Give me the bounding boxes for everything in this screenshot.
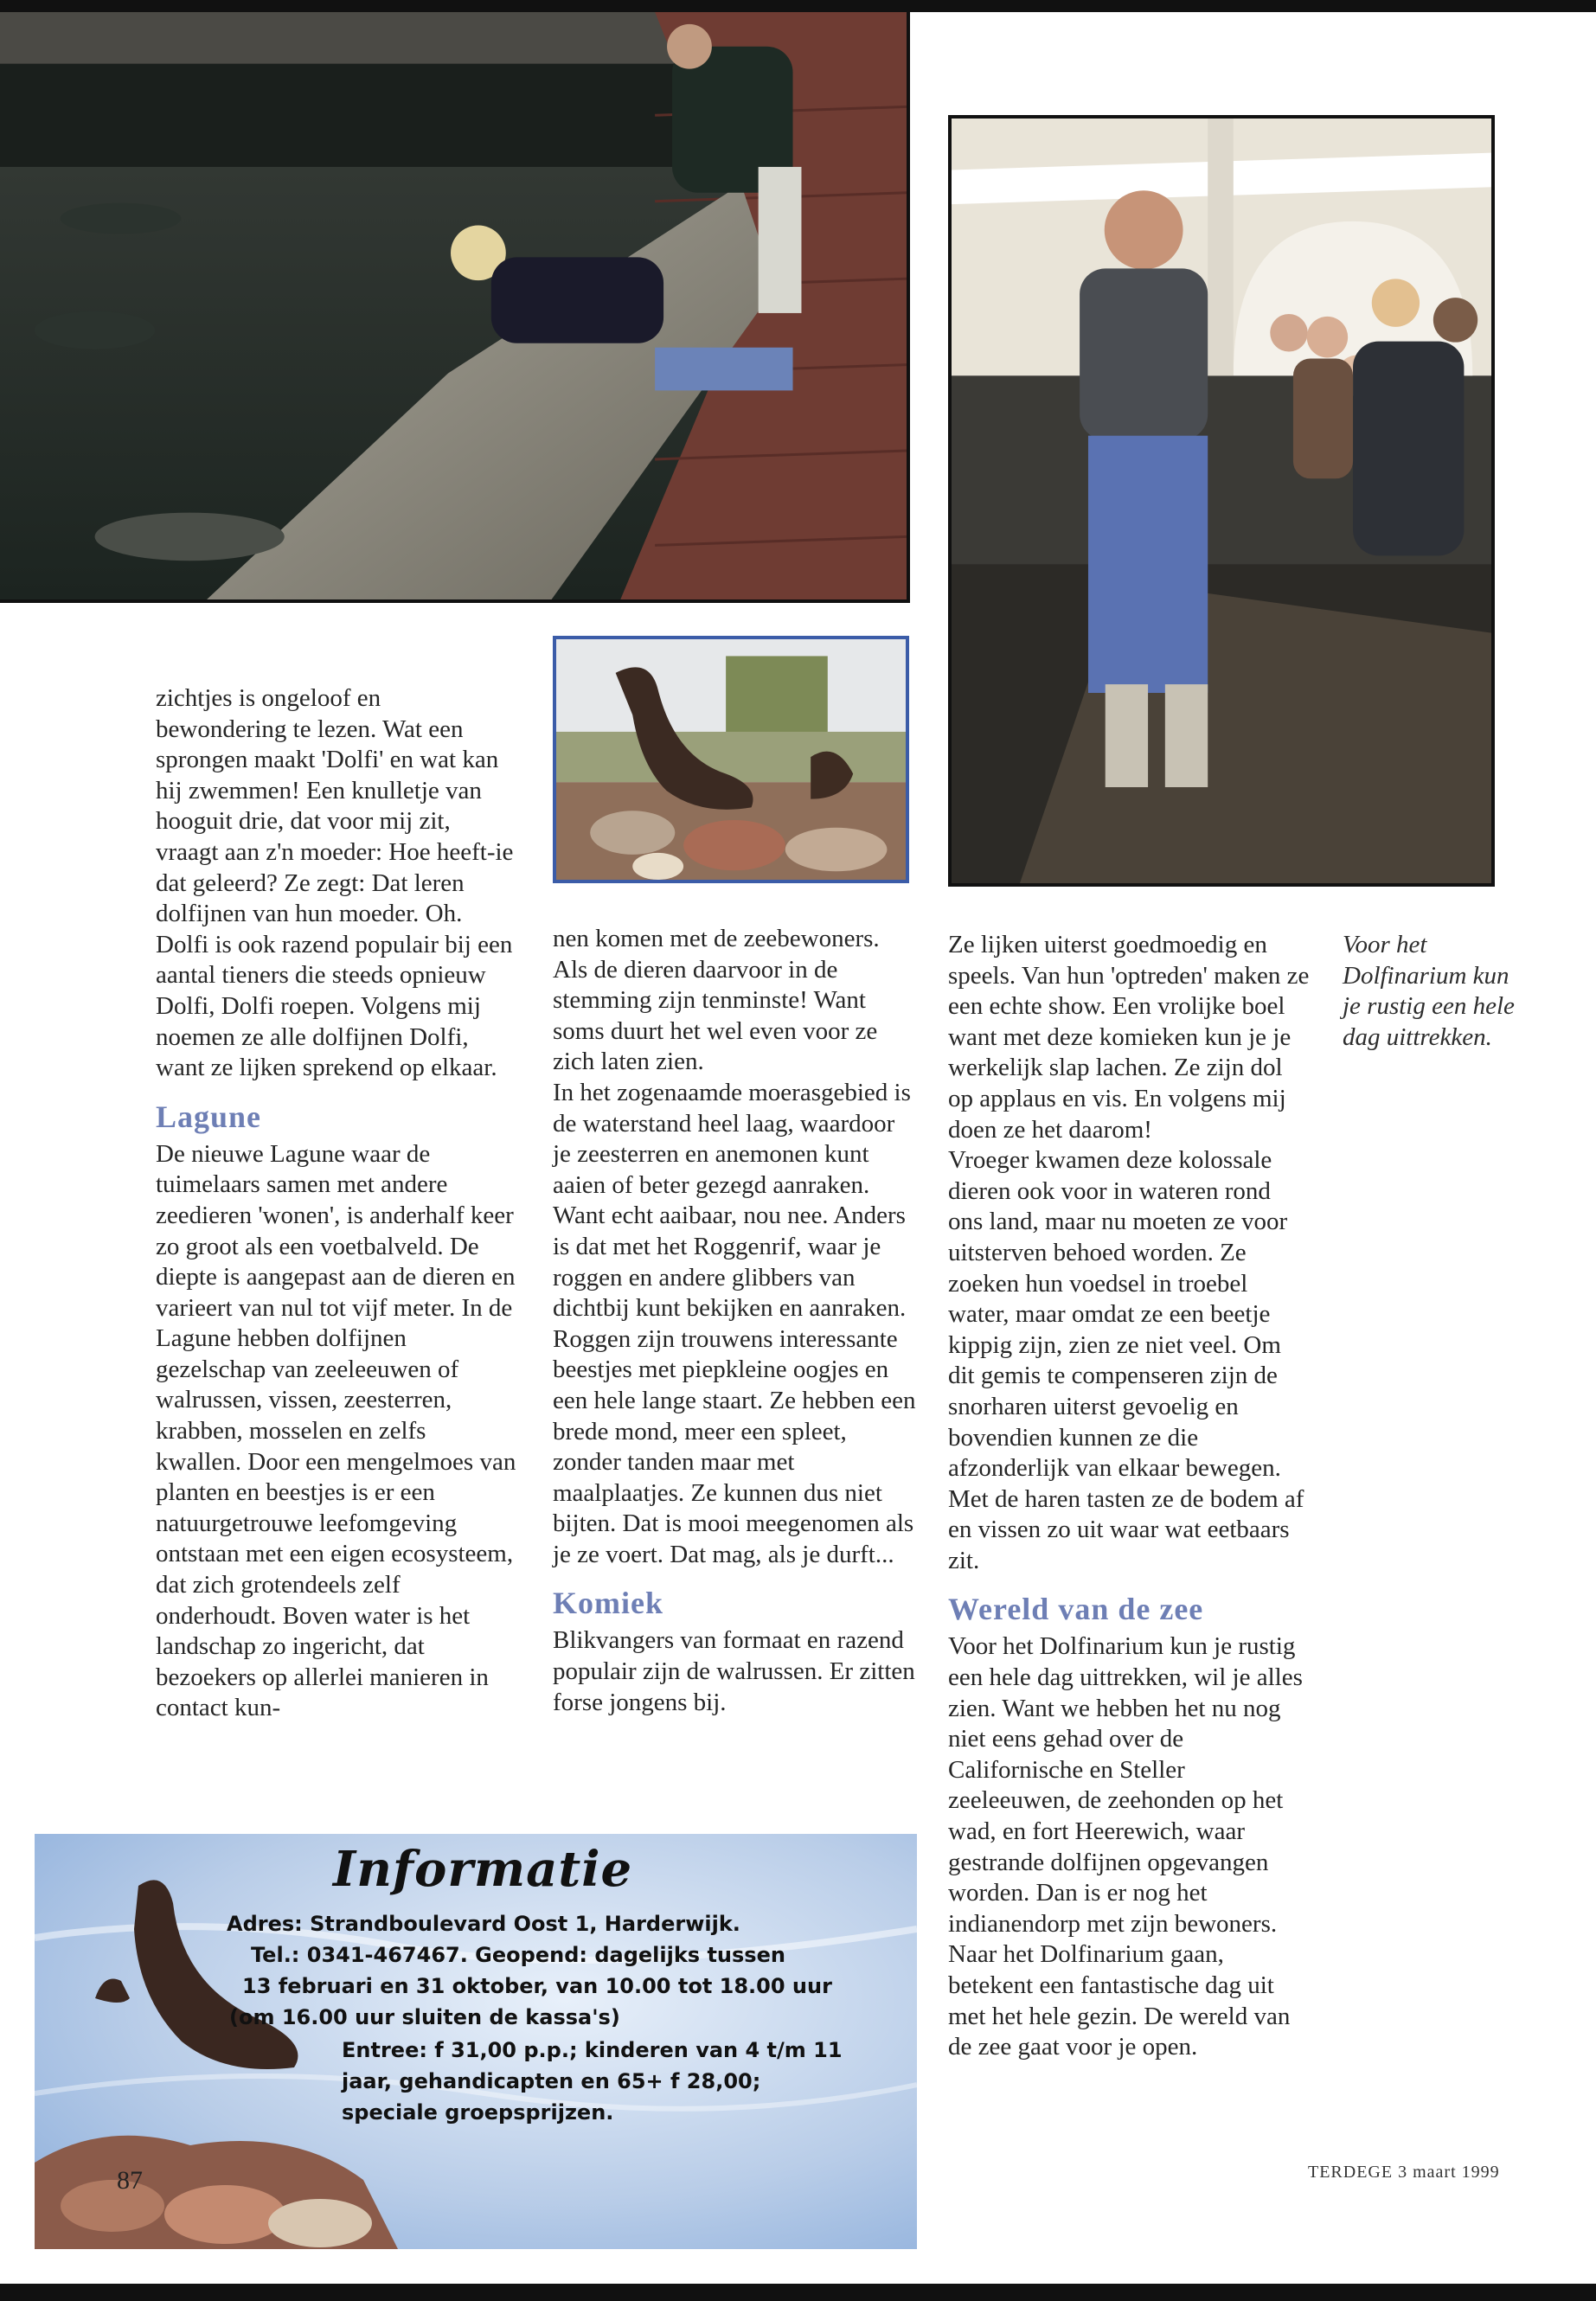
column3-paragraph-2: Vroeger kwamen deze kolossale dieren ook voor in wateren rond ons land, maar nu moeten ze voor uitsterven behoed worden. Ze zoeken hun voedsel in troebel water, maar omdat ze een beetje kippig zijn, zien ze niet veel. Om dit gemis te compenseren zijn de snorharen uiterst gevoelig en bovendien kunnen ze die afzonderlijk van elkaar bewegen. Met de haren tasten ze de bodem af en vissen zo uit waar wat eetbaars zit. [948, 1146, 1304, 1574]
column2-paragraph-2: In het zogenaamde moerasgebied is de waterstand heel laag, waardoor je zeesterren en anemonen kunt aaien of beter gezegd aanraken. Want echt aaibaar, nou nee. Anders is dat met het Roggenrif, waar je roggen en andere glibbers van dichtbij kunt bekijken en aanraken. Roggen zijn trouwens interessante beestjes met piepkleine oogjes en een hele lange staart. Ze hebben een brede mond, meer een spleet, zonder tanden maar met maalplaatjes. Ze kunnen dus niet bijten. Dat is mooi meegenomen als je ze voert. Dat mag, als je durft... [553, 1078, 916, 1568]
column2-paragraph-1: nen komen met de zeebewoners. Als de dieren daarvoor in de stemming zijn tenminste! Want soms duurt het wel even voor ze zich laten zien. [553, 925, 880, 1076]
photo-trainer [948, 115, 1495, 887]
info-reduced-price: jaar, gehandicapten en 65+ f 28,00; [342, 2069, 761, 2093]
info-box [35, 1834, 917, 2249]
info-dates: 13 februari en 31 oktober, van 10.00 tot 18.00 uur [242, 1974, 832, 1998]
column3-paragraph-4: Naar het Dolfinarium gaan, betekent een fantastische dag uit met het hele gezin. De wereld van de zee gaat voor je open. [948, 1940, 1291, 2061]
column3-paragraph-1: Ze lijken uiterst goedmoedig en speels. Van hun 'optreden' maken ze een echte show. Een vrolijke boel want met deze komieken kun je je werkelijk slap lachen. Ze zijn dol op applaus en vis. En volgens mij doen ze het daarom! [948, 931, 1310, 1144]
column2-paragraph-3: Blikvangers van formaat en razend populair zijn de walrussen. Er zitten forse jongens bij. [553, 1626, 915, 1716]
photo-sealion-image [556, 639, 906, 880]
info-group-price: speciale groepsprijzen. [342, 2100, 614, 2125]
photo-ray-pool [0, 12, 910, 603]
photo-ray-pool-image [0, 12, 907, 599]
info-title: Informatie [333, 1841, 633, 1898]
column3-paragraph-3: Voor het Dolfinarium kun je rustig een hele dag uittrekken, wil je alles zien. Want we hebben het nu nog niet eens gehad over de Californische en Steller zeeleeuwen, de zeehonden op het wad, en fort Heerewich, waar gestrande dolfijnen opgevangen worden. Dan is er nog het indianendorp met zijn bewoners. [948, 1632, 1303, 1938]
article-column-2 [553, 924, 916, 1718]
photo-trainer-image [952, 119, 1491, 883]
photo-caption: Voor het Dolfinarium kun je rustig een hele dag uittrekken. [1343, 931, 1515, 1051]
column1-paragraph-2: De nieuwe Lagune waar de tuimelaars samen met andere zeedieren 'wonen', is anderhalf keer zo groot als een voetbalveld. De diepte is aangepast aan de dieren en varieert van nul tot vijf meter. In de Lagune hebben dolfijnen gezelschap van zeeleeuwen of walrussen, vissen, zeesterren, krabben, mosselen en zelfs kwallen. Door een mengelmoes van planten en beestjes is er een natuurgetrouwe leefomgeving ontstaan met een eigen ecosysteem, dat zich grotendeels zelf onderhoudt. Boven water is het landschap zo ingericht, dat bezoekers op allerlei manieren in contact kun- [156, 1139, 516, 1722]
column1-paragraph-1: zichtjes is ongeloof en bewondering te lezen. Wat een sprongen maakt 'Dolfi' en wat kan hij zwemmen! Een knulletje van hooguit drie, dat voor mij zit, vraagt aan z'n moeder: Hoe heeft-ie dat geleerd? Ze zegt: Dat leren dolfijnen van hun moeder. Oh. Dolfi is ook razend populair bij een aantal tieners die steeds opnieuw Dolfi, Dolfi roepen. Volgens mij noemen ze alle dolfijnen Dolfi, want ze lijken sprekend op elkaar. [156, 684, 514, 1082]
info-phone-hours: Tel.: 0341-467467. Geopend: dagelijks tussen [251, 1943, 785, 1967]
info-entry-price: Entree: f 31,00 p.p.; kinderen van 4 t/m 11 [342, 2038, 843, 2062]
page-number: 87 [117, 2166, 143, 2195]
heading-komiek: Komiek [553, 1586, 663, 1621]
heading-wereld-van-de-zee: Wereld van de zee [948, 1592, 1204, 1627]
photo-sealion-statue [553, 636, 909, 883]
heading-lagune: Lagune [156, 1099, 262, 1134]
footer-publication: TERDEGE 3 maart 1999 [1308, 2163, 1500, 2182]
info-address: Adres: Strandboulevard Oost 1, Harderwijk. [227, 1912, 740, 1936]
article-column-1 [156, 683, 517, 1724]
article-column-3 [948, 930, 1311, 2063]
info-ticket-close: (om 16.00 uur sluiten de kassa's) [229, 2005, 620, 2029]
